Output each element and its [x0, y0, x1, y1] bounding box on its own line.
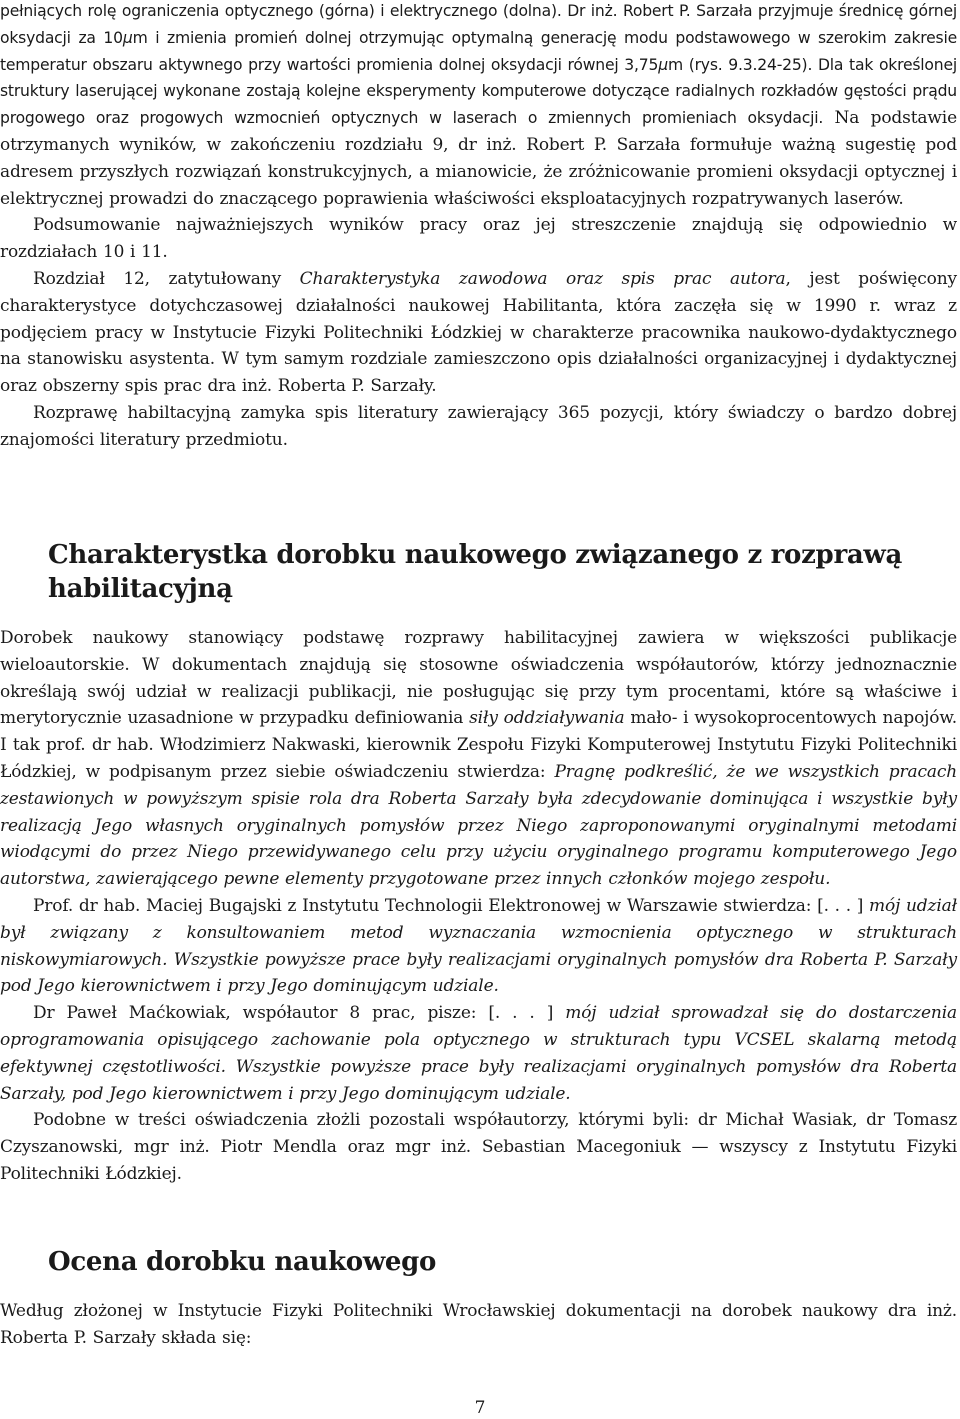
section-4-heading — [0, 1245, 957, 1279]
paragraph-text: pełniących rolę ograniczenia optycznego (górna) i elektrycznego (dolna). Dr inż. Robert P. Sarzała przyjmuje średnicę górnej oksydacji za 10μm i zmienia promień dolnej otrzymując optymalną generację modu podstawowego w szerokim zakresie temperatur obszaru aktywnego przy wartości promienia dolnej oksydacji równej 3,75μm (rys. 9.3.24-25). Dla tak określonej struktury laserującej wykonane zostają kolejne eksperymenty komputerowe dotyczące radialnych rozkładów gęstości prądu progowego oraz progowych wzmocnień optycznych w laserach o zmiennych promieniach oksydacji. — [0, 2, 957, 128]
section-title: Charakterystka dorobku naukowego związanego z rozprawą habilitacyjną — [48, 540, 903, 604]
section-title: Ocena dorobku naukowego — [48, 1247, 437, 1277]
paragraph-text-serif: Na podstawie otrzymanych wyników, w zakończeniu rozdziału 9, dr inż. Robert P. Sarzała formułuje ważną sugestię pod adresem przyszłych rozwiązań konstrukcyjnych, a mianowicie, że zróżnicowanie promieni oksydacji optycznej i elektrycznej prowadzi do znaczącego poprawienia właściwości eksploatacyjnych rozpatrywanych laserów. — [0, 108, 957, 209]
paragraph-bibliography: Rozprawę habiltacyjną zamyka spis literatury zawierający 365 pozycji, który świadczy o bardzo dobrej znajomości literatury przedmiotu. — [0, 402, 957, 450]
page-number: 7 — [474, 1398, 486, 1418]
section-number — [0, 1245, 48, 1279]
section-3-body — [0, 625, 957, 1188]
paragraph-mackowiak: Dr Paweł Maćkowiak, współautor 8 prac, pisze: [. . . ] mój udział sprowadzał się do dostarczenia oprogramowania opisującego zachowanie pola optycznego w strukturach typu VCSEL skalarną metodą efektywnej częstotliwości. Wszystkie powyższe prace były realizacjami oryginalnych pomysłów dra Roberta Sarzały, pod Jego kierownictwem i przy Jego dominującym udziale. — [0, 1003, 958, 1104]
section-number — [0, 538, 48, 572]
paragraph-other-coauthors: Podobne w treści oświadczenia złożli pozostali współautorzy, którymi byli: dr Michał Wasiak, dr Tomasz Czyszanowski, mgr inż. Piotr Mendla oraz mgr inż. Sebastian Macegoniuk — wszyscy z Instytutu Fizyki Politechniki Łódzkiej. — [0, 1110, 957, 1184]
paragraph-assessment: Według złożonej w Instytucie Fizyki Politechniki Wrocławskiej dokumentacji na dorobek naukowy dra inż. Roberta P. Sarzały składa się: — [0, 1301, 957, 1348]
quote-nakwaski: Pragnę podkreślić, że we wszystkich pracach zestawionych w powyższym spisie rola dra Roberta Sarzały była zdecydowanie dominująca i wszystkie były realizacją Jego własnych oryginalnych pomysłów przez Niego zaproponowanymi oryginalnymi metodami wiodącymi do przez Niego przewidywanego celu przy użyciu oryginalnego programu komputerowego Jego autorstwa, zawierającego pewne elementy przygotowane przez innych członków mojego zespołu. — [0, 761, 957, 890]
chapter-title: Charakterystyka zawodowa oraz spis prac autora — [299, 268, 786, 289]
paragraph-oxidation-radii — [0, 0, 957, 212]
quote-mackowiak: mój udział sprowadzał się do dostarczenia oprogramowania opisującego zachowanie pola optycznego w strukturach typu VCSEL skalarną metodą efektywnej częstotliwości. Wszystkie powyższe prace były realizacjami oryginalnych pomysłów dra Roberta Sarzały, pod Jego kierownictwem i przy Jego dominującym udziale. — [0, 1003, 958, 1104]
section-4-body — [0, 1298, 957, 1352]
paragraph-summary: Podsumowanie najważniejszych wyników pracy oraz jej streszczenie znajdują się odpowiednio w rozdziałach 10 i 11. — [0, 215, 957, 263]
paragraph-chapter-12: Rozdział 12, zatytułowany Charakterystyka zawodowa oraz spis prac autora, jest poświęcony charakterystyce dotychczasowej działalności naukowej Habilitanta, która zaczęła się w 1990 r. wraz z podjęciem pracy w Instytucie Fizyki Politechniki Łódzkiej w charakterze pracownika naukowo-dydaktycznego na stanowisku asystenta. W tym samym rozdziale zamieszczono opis działalności organizacyjnej i dydaktycznej oraz obszerny spis prac dra inż. Roberta P. Sarzały. — [0, 268, 957, 397]
section-3-heading — [0, 538, 957, 606]
paragraph-coauthors: Dorobek naukowy stanowiący podstawę rozprawy habilitacyjnej zawiera w większości publikacje wieloautorskie. W dokumentach znajdują się stosowne oświadczenia współautorów, którzy jednoznacznie określają swój udział w realizacji publikacji, nie posługując się przy tym procentami, które są właściwe i merytorycznie uzasadnione w przypadku definiowania siły oddziaływania mało- i wysokoprocentowych napojów. I tak prof. dr hab. Włodzimierz Nakwaski, kierownik Zespołu Fizyki Komputerowej Instytutu Fizyki Politechniki Łódzkiej, w podpisanym przez siebie oświadczeniu stwierdza: Pragnę podkreślić, że we wszystkich pracach zestawionych w powyższym spisie rola dra Roberta Sarzały była zdecydowanie dominująca i wszystkie były realizacją Jego własnych oryginalnych pomysłów przez Niego zaproponowanymi oryginalnymi metodami wiodącymi do przez Niego przewidywanego celu przy użyciu oryginalnego programu komputerowego Jego autorstwa, zawierającego pewne elementy przygotowane przez innych członków mojego zespołu. — [0, 628, 957, 890]
quote-bugajski: mój udział był związany z konsultowaniem metod wyznaczania wzmocnienia optycznego w strukturach niskowymiarowych. Wszystkie powyższe prace były realizacjami oryginalnych pomysłów dra Roberta P. Sarzały pod Jego kierownictwem i przy Jego dominującym udziale. — [0, 895, 957, 997]
intro-text-block — [0, 0, 957, 454]
paragraph-bugajski: Prof. dr hab. Maciej Bugajski z Instytutu Technologii Elektronowej w Warszawie stwierdza: [. . . ] mój udział był związany z konsultowaniem metod wyznaczania wzmocnienia optycznego w strukturach niskowymiarowych. Wszystkie powyższe prace były realizacjami oryginalnych pomysłów dra Roberta P. Sarzały pod Jego kierownictwem i przy Jego dominującym udziale. — [0, 895, 957, 997]
